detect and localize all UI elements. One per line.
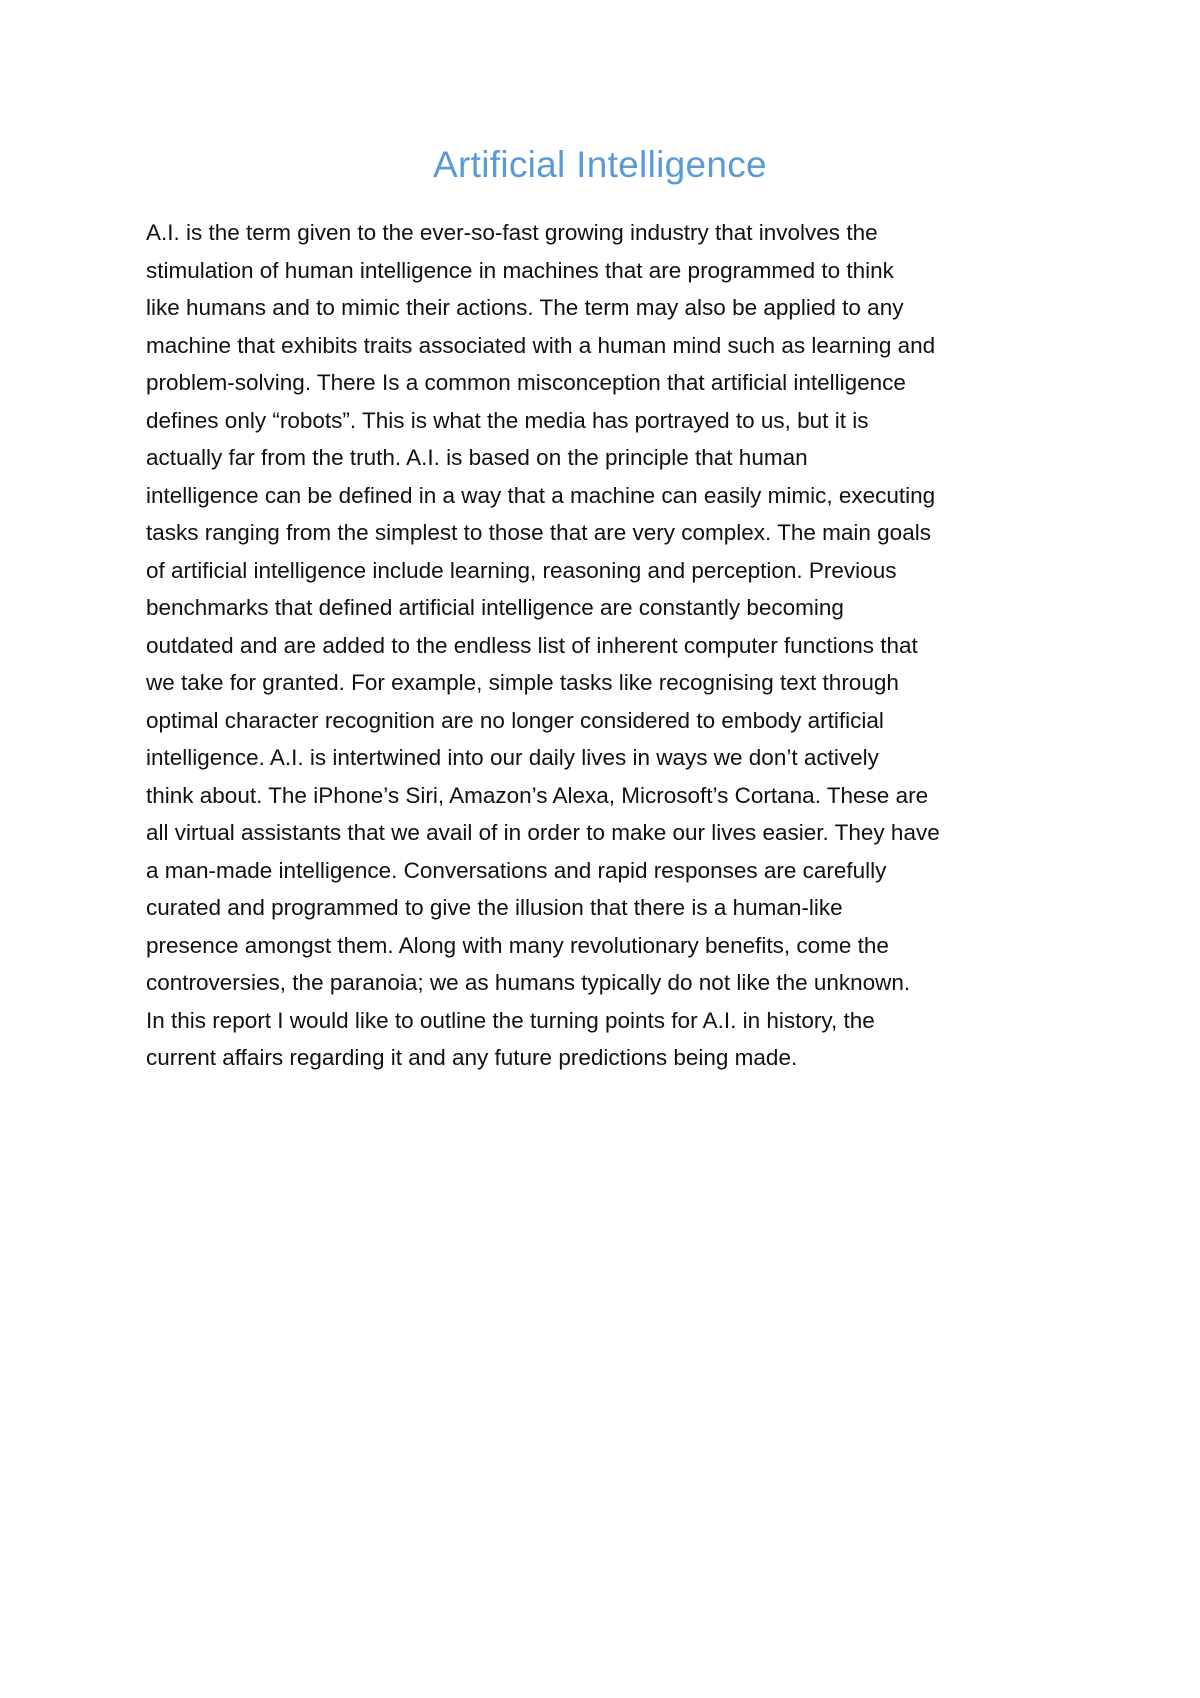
document-title: Artificial Intelligence xyxy=(433,144,767,185)
paragraph-line: of artificial intelligence include learning, reasoning and perception. Previous xyxy=(146,557,897,583)
paragraph-line: actually far from the truth. A.I. is based on the principle that human xyxy=(146,445,808,470)
paragraph-line: think about. The iPhone’s Siri, Amazon’s Alexa, Microsoft’s Cortana. These are xyxy=(146,782,929,808)
paragraph-line: all virtual assistants that we avail of in order to make our lives easier. They have xyxy=(146,820,940,845)
paragraph-line: controversies, the paranoia; we as humans typically do not like the unknown. xyxy=(146,970,911,995)
paragraph-line: A.I. is the term given to the ever-so-fast growing industry that involves the xyxy=(146,220,878,245)
body-paragraph xyxy=(146,214,1066,1077)
paragraph-line: curated and programmed to give the illusion that there is a human-like xyxy=(146,895,843,920)
paragraph-line: machine that exhibits traits associated with a human mind such as learning and xyxy=(146,332,936,358)
paragraph-line: intelligence can be defined in a way that a machine can easily mimic, executing xyxy=(146,482,936,508)
paragraph-line: intelligence. A.I. is intertwined into our daily lives in ways we don’t actively xyxy=(146,745,879,770)
paragraph-line: a man-made intelligence. Conversations and rapid responses are carefully xyxy=(146,857,887,883)
paragraph-line: tasks ranging from the simplest to those that are very complex. The main goals xyxy=(146,520,931,545)
paragraph-line: stimulation of human intelligence in machines that are programmed to think xyxy=(146,257,894,283)
paragraph-line: defines only “robots”. This is what the media has portrayed to us, but it is xyxy=(146,407,869,433)
paragraph-line: like humans and to mimic their actions. The term may also be applied to any xyxy=(146,295,904,320)
paragraph-line: optimal character recognition are no longer considered to embody artificial xyxy=(146,707,884,733)
paragraph-line: problem-solving. There Is a common misconception that artificial intelligence xyxy=(146,370,906,395)
paragraph-line: presence amongst them. Along with many revolutionary benefits, come the xyxy=(146,932,889,958)
paragraph-line: outdated and are added to the endless list of inherent computer functions that xyxy=(146,632,918,658)
paragraph-line: we take for granted. For example, simple tasks like recognising text through xyxy=(146,670,899,695)
paragraph-line: current affairs regarding it and any future predictions being made. xyxy=(146,1045,798,1070)
paragraph-line: In this report I would like to outline the turning points for A.I. in history, the xyxy=(146,1007,875,1033)
paragraph-line: benchmarks that defined artificial intelligence are constantly becoming xyxy=(146,595,844,620)
